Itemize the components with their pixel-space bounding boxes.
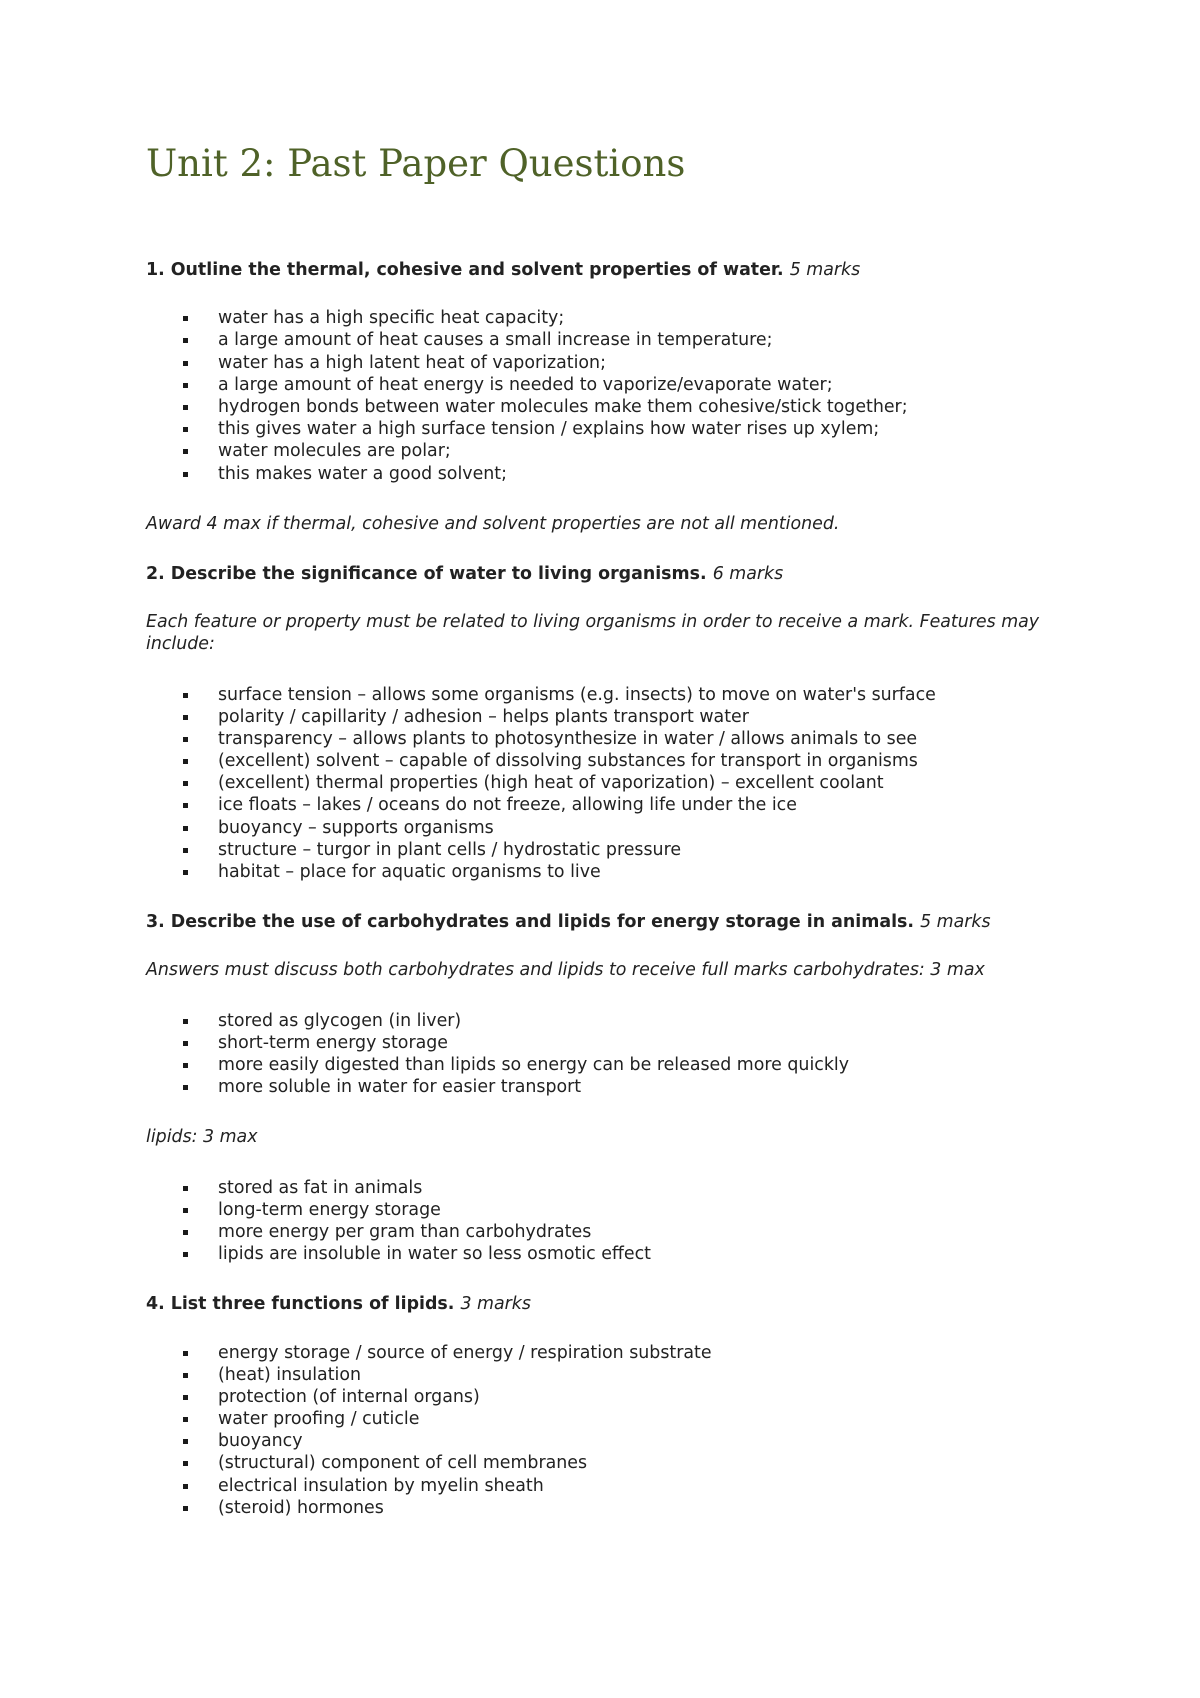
list-item: water molecules are polar; bbox=[218, 440, 1070, 462]
question-3-text: 3. Describe the use of carbohydrates and lipids for energy storage in animals. bbox=[146, 912, 914, 933]
list-item: hydrogen bonds between water molecules make them cohesive/stick together; bbox=[218, 396, 1070, 418]
question-4-answer-list bbox=[146, 1342, 1070, 1520]
list-item: a large amount of heat causes a small increase in temperature; bbox=[218, 329, 1070, 351]
list-item: electrical insulation by myelin sheath bbox=[218, 1475, 1070, 1497]
list-item: stored as fat in animals bbox=[218, 1177, 1070, 1199]
list-item: short-term energy storage bbox=[218, 1032, 1070, 1054]
question-3 bbox=[146, 911, 1070, 933]
list-item: lipids are insoluble in water so less osmotic effect bbox=[218, 1243, 1070, 1265]
question-1-note: Award 4 max if thermal, cohesive and solvent properties are not all mentioned. bbox=[146, 513, 840, 534]
question-3-marks: 5 marks bbox=[920, 912, 991, 933]
list-item: stored as glycogen (in liver) bbox=[218, 1010, 1070, 1032]
list-item: (structural) component of cell membranes bbox=[218, 1452, 1070, 1474]
question-1 bbox=[146, 259, 1070, 281]
list-item: long-term energy storage bbox=[218, 1199, 1070, 1221]
list-item: more energy per gram than carbohydrates bbox=[218, 1221, 1070, 1243]
list-item: water proofing / cuticle bbox=[218, 1408, 1070, 1430]
question-2-note: Each feature or property must be related to living organisms in order to receive a mark. Features may include: bbox=[146, 612, 1040, 655]
carbohydrates-answer-list bbox=[146, 1010, 1070, 1099]
question-2-marks: 6 marks bbox=[712, 563, 784, 584]
list-item: this gives water a high surface tension / explains how water rises up xylem; bbox=[218, 418, 1070, 440]
list-item: polarity / capillarity / adhesion – helps plants transport water bbox=[218, 706, 1070, 728]
lipids-answer-list bbox=[146, 1177, 1070, 1266]
list-item: buoyancy – supports organisms bbox=[218, 817, 1070, 839]
list-item: habitat – place for aquatic organisms to live bbox=[218, 861, 1070, 883]
list-item: transparency – allows plants to photosynthesize in water / allows animals to see bbox=[218, 728, 1070, 750]
question-2-text: 2. Describe the significance of water to living organisms. bbox=[146, 563, 707, 584]
question-4-marks: 3 marks bbox=[460, 1294, 531, 1315]
list-item: (excellent) solvent – capable of dissolving substances for transport in organisms bbox=[218, 750, 1070, 772]
list-item: (steroid) hormones bbox=[218, 1497, 1070, 1519]
list-item: this makes water a good solvent; bbox=[218, 463, 1070, 485]
list-item: water has a high latent heat of vaporization; bbox=[218, 352, 1070, 374]
question-4 bbox=[146, 1293, 1070, 1315]
list-item: more easily digested than lipids so energy can be released more quickly bbox=[218, 1054, 1070, 1076]
list-item: water has a high specific heat capacity; bbox=[218, 307, 1070, 329]
question-1-answer-list bbox=[146, 307, 1070, 485]
question-1-text: 1. Outline the thermal, cohesive and solvent properties of water. bbox=[146, 260, 784, 280]
page-title: Unit 2: Past Paper Questions bbox=[146, 142, 686, 185]
list-item: surface tension – allows some organisms (e.g. insects) to move on water's surface bbox=[218, 684, 1070, 706]
list-item: energy storage / source of energy / respiration substrate bbox=[218, 1342, 1070, 1364]
question-4-text: 4. List three functions of lipids. bbox=[146, 1294, 455, 1315]
list-item: ice floats – lakes / oceans do not freeze, allowing life under the ice bbox=[218, 794, 1070, 816]
list-item: more soluble in water for easier transport bbox=[218, 1076, 1070, 1098]
lipids-note: lipids: 3 max bbox=[146, 1127, 258, 1148]
list-item: (excellent) thermal properties (high heat of vaporization) – excellent coolant bbox=[218, 772, 1070, 794]
question-2-answer-list bbox=[146, 684, 1070, 884]
list-item: buoyancy bbox=[218, 1430, 1070, 1452]
question-2 bbox=[146, 563, 1070, 585]
question-3-note: Answers must discuss both carbohydrates and lipids to receive full marks carbohydrates: 3 max bbox=[146, 960, 985, 981]
list-item: structure – turgor in plant cells / hydrostatic pressure bbox=[218, 839, 1070, 861]
question-1-marks: 5 marks bbox=[789, 260, 861, 280]
list-item: a large amount of heat energy is needed to vaporize/evaporate water; bbox=[218, 374, 1070, 396]
list-item: protection (of internal organs) bbox=[218, 1386, 1070, 1408]
list-item: (heat) insulation bbox=[218, 1364, 1070, 1386]
